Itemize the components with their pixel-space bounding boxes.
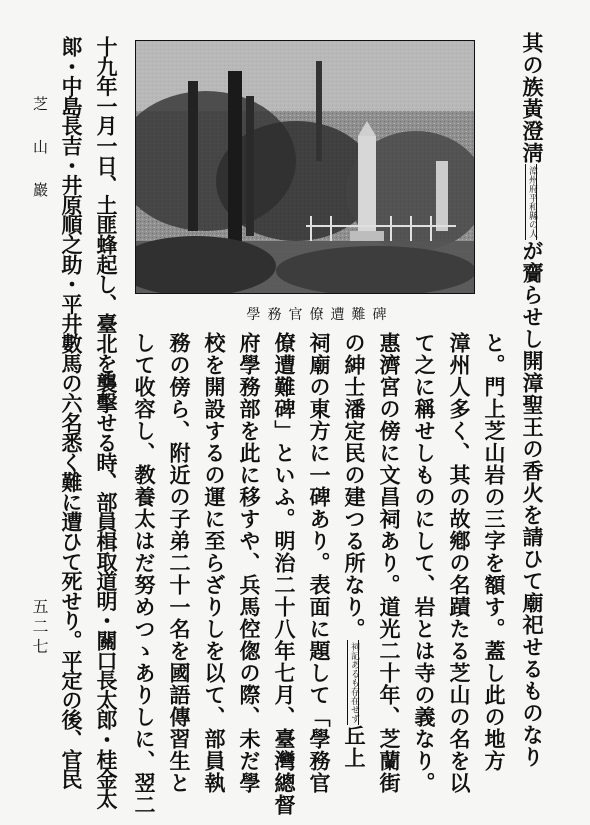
text-column-12: して收容し、教養太はだ努めつゝありしに、翌二 bbox=[132, 332, 157, 816]
text-column-4: て之に稱せしものにして、岩とは寺の義なり。 bbox=[412, 332, 437, 794]
text-column-9: 府學務部を此に移すや、兵馬倥偬の際、未だ學 bbox=[237, 332, 262, 794]
text-column-6: の紳士潘定民の建つる所なり。祠記あるも存在せず丘上 bbox=[342, 332, 367, 769]
text-column-3: 漳州人多く、其の故鄕の名蹟たる芝山の名を以 bbox=[447, 332, 472, 794]
text-column-2: と。門上芝山岩の三字を額す。蓋し此の地方 bbox=[482, 332, 507, 772]
monument-photograph bbox=[135, 40, 475, 294]
photo-caption: 學務官僚遭難碑 bbox=[246, 307, 394, 323]
text-column-5: 惠濟宮の傍に文昌祠あり。道光二十年、芝蘭街 bbox=[377, 332, 402, 794]
text-column-11: 務の傍ら、附近の子弟二十一名を國語傳習生と bbox=[167, 332, 192, 794]
text-column-10: 校を開設するの運に至らざりしを以て、部員執 bbox=[202, 332, 227, 794]
text-column-7: 祠廟の東方に一碑あり。表面に題して「學務官 bbox=[307, 332, 332, 794]
text-column-13: 十九年一月一日、土匪蜂起し、臺北を襲擊せる時、部員楫取道明・關口長太郎・桂金太 bbox=[94, 36, 119, 809]
inline-note: 漳州府平和縣の人 bbox=[527, 166, 537, 238]
text-column-8: 僚遭難碑」といふ。明治二十八年七月、臺灣總督 bbox=[272, 332, 297, 816]
photo-illustration bbox=[136, 41, 474, 293]
page-number: 五二七 bbox=[30, 598, 49, 658]
running-head: 芝山巖 bbox=[31, 96, 49, 225]
inline-note: 祠記あるも存在せず bbox=[349, 642, 359, 723]
text-column-14: 郞・中島長吉・井原順之助・平井數馬の六名悉く難に遭ひて死せり。平定の後、官民 bbox=[59, 36, 84, 789]
text-column-1: 其の族黃澄淸漳州府平和縣の人が齎らせし開漳聖王の香火を請ひて廟祀せるものなり bbox=[520, 32, 545, 768]
